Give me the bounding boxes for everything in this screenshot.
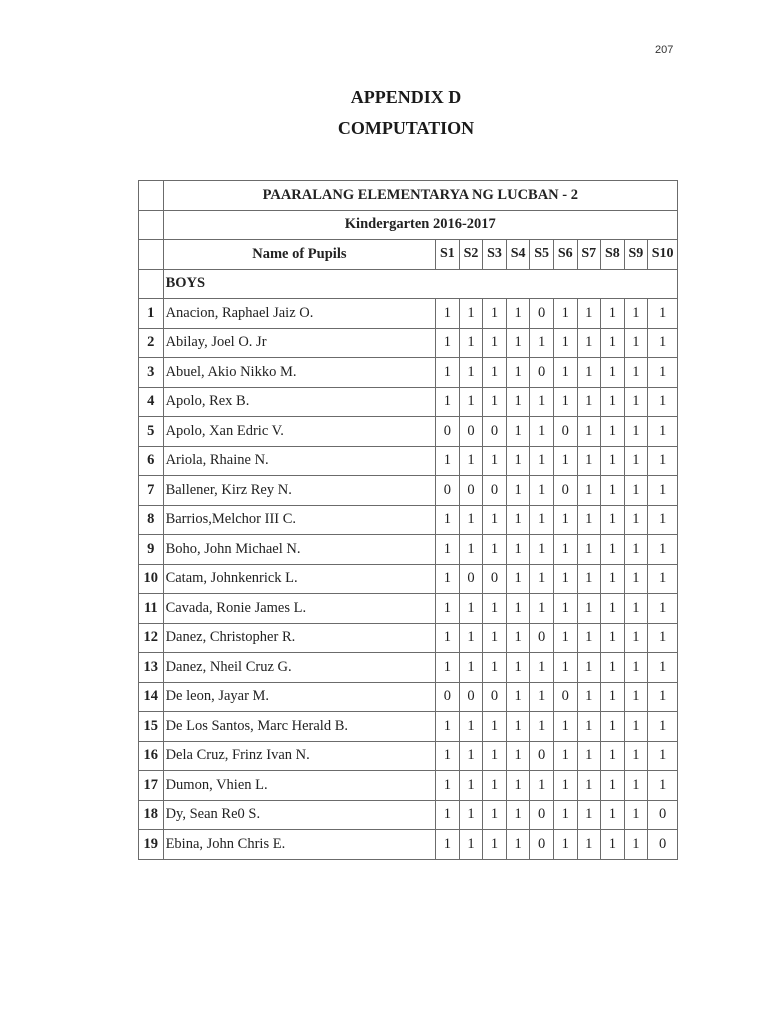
row-number: 18 [139, 800, 164, 830]
score-cell: 1 [648, 564, 678, 594]
score-cell: 1 [577, 564, 601, 594]
table-row [139, 564, 678, 594]
score-cell: 1 [577, 535, 601, 565]
table-row [139, 594, 678, 624]
score-cell: 1 [648, 446, 678, 476]
score-cell: 1 [577, 387, 601, 417]
score-cell: 1 [577, 505, 601, 535]
score-cell: 1 [624, 594, 648, 624]
score-cell: 1 [624, 800, 648, 830]
score-cell: 1 [601, 358, 625, 388]
score-cell: 1 [459, 535, 483, 565]
appendix-title: APPENDIX D [350, 87, 462, 107]
row-number: 16 [139, 741, 164, 771]
score-cell: 1 [506, 830, 530, 860]
score-cell: 1 [483, 446, 507, 476]
score-cell: 1 [624, 653, 648, 683]
row-number: 3 [139, 358, 164, 388]
score-cell: 1 [506, 741, 530, 771]
row-number: 7 [139, 476, 164, 506]
row-number: 9 [139, 535, 164, 565]
row-number: 12 [139, 623, 164, 653]
score-cell: 1 [624, 535, 648, 565]
score-cell: 1 [553, 830, 577, 860]
score-column-header: S9 [624, 240, 648, 270]
score-cell: 1 [648, 623, 678, 653]
table-row [139, 446, 678, 476]
score-column-header: S4 [506, 240, 530, 270]
score-cell: 1 [436, 535, 460, 565]
table-row [139, 653, 678, 683]
table-row [139, 535, 678, 565]
pupil-name: Danez, Christopher R. [163, 623, 436, 653]
row-number: 8 [139, 505, 164, 535]
pupil-name: Apolo, Xan Edric V. [163, 417, 436, 447]
score-cell: 1 [624, 564, 648, 594]
score-cell: 1 [436, 623, 460, 653]
school-row [139, 181, 678, 211]
pupil-name: De Los Santos, Marc Herald B. [163, 712, 436, 742]
pupil-name: Abuel, Akio Nikko M. [163, 358, 436, 388]
score-cell: 1 [506, 417, 530, 447]
pupil-name: De leon, Jayar M. [163, 682, 436, 712]
score-cell: 1 [506, 446, 530, 476]
score-cell: 1 [506, 682, 530, 712]
column-header-row [139, 240, 678, 270]
row-number: 17 [139, 771, 164, 801]
score-cell: 1 [601, 741, 625, 771]
score-cell: 1 [483, 594, 507, 624]
page-number: 207 [655, 44, 674, 56]
score-cell: 1 [459, 771, 483, 801]
score-cell: 1 [577, 417, 601, 447]
class-year: Kindergarten 2016-2017 [163, 210, 677, 240]
row-number: 6 [139, 446, 164, 476]
score-cell: 1 [506, 712, 530, 742]
table-row [139, 741, 678, 771]
score-cell: 1 [553, 653, 577, 683]
score-cell: 1 [436, 653, 460, 683]
score-cell: 1 [648, 594, 678, 624]
row-number: 1 [139, 299, 164, 329]
score-cell: 1 [459, 830, 483, 860]
score-column-header: S8 [601, 240, 625, 270]
score-cell: 1 [577, 476, 601, 506]
score-cell: 1 [530, 476, 554, 506]
score-cell: 1 [506, 623, 530, 653]
score-cell: 1 [577, 358, 601, 388]
score-cell: 1 [506, 771, 530, 801]
score-cell: 1 [483, 505, 507, 535]
score-cell: 1 [648, 682, 678, 712]
score-cell: 1 [624, 328, 648, 358]
table-body [139, 181, 678, 860]
score-cell: 1 [601, 299, 625, 329]
score-cell: 0 [459, 476, 483, 506]
score-cell: 1 [577, 653, 601, 683]
table-row [139, 505, 678, 535]
table-row [139, 358, 678, 388]
pupil-name: Apolo, Rex B. [163, 387, 436, 417]
score-cell: 0 [459, 564, 483, 594]
score-cell: 1 [530, 387, 554, 417]
score-cell: 1 [530, 535, 554, 565]
score-cell: 1 [648, 535, 678, 565]
score-cell: 0 [530, 299, 554, 329]
table-row [139, 800, 678, 830]
score-cell: 1 [624, 387, 648, 417]
score-cell: 1 [506, 358, 530, 388]
score-cell: 1 [577, 712, 601, 742]
score-cell: 1 [553, 800, 577, 830]
score-cell: 1 [436, 741, 460, 771]
score-cell: 1 [530, 594, 554, 624]
score-cell: 1 [483, 771, 507, 801]
section-label: BOYS [163, 269, 677, 299]
score-cell: 1 [553, 741, 577, 771]
score-column-header: S6 [553, 240, 577, 270]
score-cell: 1 [624, 446, 648, 476]
score-cell: 1 [459, 299, 483, 329]
score-cell: 0 [553, 417, 577, 447]
score-cell: 1 [601, 682, 625, 712]
score-cell: 1 [601, 712, 625, 742]
score-cell: 1 [577, 594, 601, 624]
score-cell: 1 [553, 328, 577, 358]
table-row [139, 771, 678, 801]
score-cell: 1 [530, 417, 554, 447]
pupil-scores-table [138, 180, 678, 860]
score-cell: 1 [601, 387, 625, 417]
score-cell: 1 [506, 505, 530, 535]
pupil-name: Catam, Johnkenrick L. [163, 564, 436, 594]
score-cell: 1 [506, 476, 530, 506]
row-number: 13 [139, 653, 164, 683]
name-column-header: Name of Pupils [163, 240, 436, 270]
score-cell: 1 [483, 623, 507, 653]
score-cell: 1 [530, 653, 554, 683]
score-cell: 1 [553, 564, 577, 594]
score-column-header: S7 [577, 240, 601, 270]
score-cell: 1 [577, 446, 601, 476]
row-number: 14 [139, 682, 164, 712]
score-cell: 1 [601, 476, 625, 506]
blank-cell [139, 210, 164, 240]
score-cell: 1 [483, 800, 507, 830]
score-cell: 1 [577, 830, 601, 860]
score-cell: 1 [530, 682, 554, 712]
score-cell: 1 [601, 830, 625, 860]
score-cell: 1 [648, 476, 678, 506]
score-cell: 1 [601, 594, 625, 624]
class-year-row [139, 210, 678, 240]
table-row [139, 830, 678, 860]
score-cell: 0 [530, 741, 554, 771]
pupil-name: Dumon, Vhien L. [163, 771, 436, 801]
row-number: 2 [139, 328, 164, 358]
score-cell: 1 [648, 417, 678, 447]
score-cell: 1 [483, 741, 507, 771]
score-cell: 1 [506, 328, 530, 358]
score-cell: 1 [530, 328, 554, 358]
table-row [139, 682, 678, 712]
score-column-header: S3 [483, 240, 507, 270]
score-cell: 1 [553, 505, 577, 535]
score-cell: 1 [506, 594, 530, 624]
score-cell: 0 [530, 830, 554, 860]
score-column-header: S10 [648, 240, 678, 270]
pupil-name: Cavada, Ronie James L. [163, 594, 436, 624]
score-cell: 1 [483, 328, 507, 358]
score-cell: 1 [601, 505, 625, 535]
score-cell: 1 [553, 299, 577, 329]
score-cell: 1 [648, 653, 678, 683]
score-cell: 1 [577, 741, 601, 771]
score-cell: 1 [601, 771, 625, 801]
score-cell: 1 [601, 417, 625, 447]
score-cell: 1 [648, 358, 678, 388]
pupil-name: Anacion, Raphael Jaiz O. [163, 299, 436, 329]
score-cell: 1 [624, 417, 648, 447]
score-cell: 1 [553, 623, 577, 653]
score-cell: 1 [459, 653, 483, 683]
score-cell: 1 [601, 446, 625, 476]
score-cell: 1 [483, 653, 507, 683]
score-cell: 1 [506, 299, 530, 329]
row-number: 15 [139, 712, 164, 742]
score-cell: 1 [483, 535, 507, 565]
score-cell: 1 [506, 387, 530, 417]
table-row [139, 417, 678, 447]
score-cell: 1 [506, 564, 530, 594]
score-cell: 1 [530, 446, 554, 476]
score-cell: 1 [436, 800, 460, 830]
row-number: 11 [139, 594, 164, 624]
score-cell: 1 [530, 771, 554, 801]
score-cell: 1 [459, 446, 483, 476]
score-cell: 1 [577, 328, 601, 358]
score-cell: 1 [648, 387, 678, 417]
score-cell: 1 [436, 387, 460, 417]
pupil-name: Abilay, Joel O. Jr [163, 328, 436, 358]
score-cell: 1 [624, 505, 648, 535]
score-cell: 1 [436, 446, 460, 476]
score-cell: 1 [459, 358, 483, 388]
score-cell: 0 [648, 800, 678, 830]
score-cell: 1 [506, 800, 530, 830]
row-number: 19 [139, 830, 164, 860]
score-cell: 1 [530, 564, 554, 594]
score-cell: 0 [530, 800, 554, 830]
score-cell: 0 [483, 476, 507, 506]
pupil-name: Ebina, John Chris E. [163, 830, 436, 860]
score-cell: 1 [624, 682, 648, 712]
score-column-header: S5 [530, 240, 554, 270]
score-cell: 0 [436, 476, 460, 506]
score-cell: 0 [530, 623, 554, 653]
row-number: 4 [139, 387, 164, 417]
score-cell: 1 [459, 387, 483, 417]
score-cell: 0 [436, 417, 460, 447]
pupil-name: Ariola, Rhaine N. [163, 446, 436, 476]
table-row [139, 328, 678, 358]
score-cell: 0 [459, 417, 483, 447]
score-cell: 1 [483, 299, 507, 329]
table-row [139, 299, 678, 329]
section-row [139, 269, 678, 299]
score-cell: 1 [624, 623, 648, 653]
score-cell: 1 [577, 623, 601, 653]
score-cell: 1 [624, 741, 648, 771]
pupil-name: Boho, John Michael N. [163, 535, 436, 565]
score-cell: 1 [624, 476, 648, 506]
score-cell: 1 [436, 771, 460, 801]
score-cell: 1 [601, 564, 625, 594]
blank-cell [139, 240, 164, 270]
score-cell: 1 [459, 741, 483, 771]
row-number: 5 [139, 417, 164, 447]
score-cell: 1 [648, 505, 678, 535]
score-cell: 1 [436, 830, 460, 860]
score-cell: 1 [459, 505, 483, 535]
pupil-name: Barrios,Melchor III C. [163, 505, 436, 535]
score-cell: 1 [577, 800, 601, 830]
score-cell: 1 [553, 594, 577, 624]
score-cell: 1 [553, 358, 577, 388]
score-cell: 1 [530, 712, 554, 742]
score-cell: 1 [459, 800, 483, 830]
score-cell: 1 [553, 535, 577, 565]
score-cell: 1 [483, 358, 507, 388]
score-cell: 0 [483, 564, 507, 594]
score-cell: 0 [459, 682, 483, 712]
score-cell: 1 [436, 712, 460, 742]
score-cell: 0 [530, 358, 554, 388]
score-cell: 0 [553, 682, 577, 712]
score-cell: 1 [577, 771, 601, 801]
score-cell: 1 [601, 328, 625, 358]
score-cell: 1 [601, 800, 625, 830]
table-row [139, 476, 678, 506]
score-column-header: S1 [436, 240, 460, 270]
table-row [139, 387, 678, 417]
score-cell: 1 [436, 358, 460, 388]
pupil-name: Ballener, Kirz Rey N. [163, 476, 436, 506]
score-cell: 1 [483, 387, 507, 417]
score-cell: 1 [459, 623, 483, 653]
score-cell: 1 [459, 712, 483, 742]
score-cell: 1 [530, 505, 554, 535]
score-cell: 1 [506, 535, 530, 565]
score-cell: 1 [601, 535, 625, 565]
score-cell: 1 [506, 653, 530, 683]
score-cell: 1 [624, 358, 648, 388]
score-cell: 1 [483, 830, 507, 860]
score-cell: 1 [648, 299, 678, 329]
table-row [139, 712, 678, 742]
score-cell: 0 [483, 682, 507, 712]
score-cell: 0 [436, 682, 460, 712]
score-cell: 1 [436, 505, 460, 535]
score-cell: 1 [436, 594, 460, 624]
score-cell: 0 [648, 830, 678, 860]
score-cell: 1 [601, 623, 625, 653]
pupil-name: Dy, Sean Re0 S. [163, 800, 436, 830]
score-cell: 1 [648, 741, 678, 771]
score-cell: 1 [436, 564, 460, 594]
blank-cell [139, 181, 164, 211]
score-cell: 1 [624, 771, 648, 801]
score-cell: 1 [553, 387, 577, 417]
row-number: 10 [139, 564, 164, 594]
score-cell: 1 [459, 328, 483, 358]
score-cell: 1 [648, 328, 678, 358]
score-cell: 1 [436, 328, 460, 358]
score-cell: 1 [577, 299, 601, 329]
score-cell: 1 [483, 712, 507, 742]
score-cell: 1 [648, 712, 678, 742]
score-cell: 0 [483, 417, 507, 447]
blank-cell [139, 269, 164, 299]
score-cell: 1 [553, 446, 577, 476]
score-cell: 1 [624, 712, 648, 742]
score-cell: 1 [577, 682, 601, 712]
computation-title: COMPUTATION [337, 118, 475, 138]
score-cell: 1 [648, 771, 678, 801]
school-name: PAARALANG ELEMENTARYA NG LUCBAN - 2 [163, 181, 677, 211]
score-cell: 1 [601, 653, 625, 683]
pupil-name: Dela Cruz, Frinz Ivan N. [163, 741, 436, 771]
score-cell: 1 [553, 712, 577, 742]
score-cell: 1 [624, 830, 648, 860]
table-row [139, 623, 678, 653]
score-cell: 1 [553, 771, 577, 801]
pupil-name: Danez, Nheil Cruz G. [163, 653, 436, 683]
score-cell: 1 [624, 299, 648, 329]
score-cell: 0 [553, 476, 577, 506]
score-cell: 1 [436, 299, 460, 329]
score-column-header: S2 [459, 240, 483, 270]
score-cell: 1 [459, 594, 483, 624]
